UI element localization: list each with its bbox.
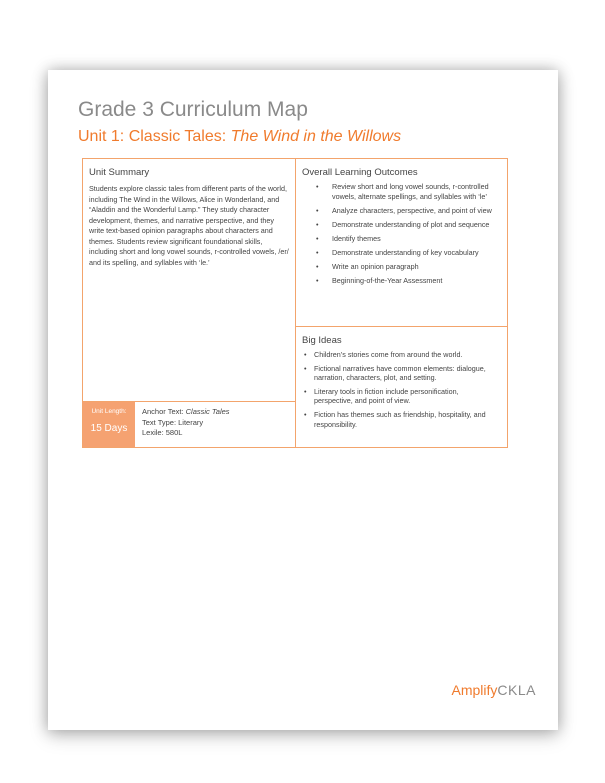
anchor-text-info: [142, 407, 230, 439]
unit-length-badge: [83, 402, 135, 447]
list-item: • Literary tools in fiction include personification, perspective, and point of view.: [296, 387, 499, 406]
page-title: Grade 3 Curriculum Map: [78, 98, 308, 121]
learning-outcomes-box: [296, 159, 507, 327]
text-type-line: Text Type: Literary: [142, 417, 204, 427]
document-page: [48, 70, 558, 730]
unit-subtitle: [78, 128, 401, 146]
list-item: • Analyze characters, perspective, and point of view: [296, 206, 499, 216]
big-ideas-list: [296, 350, 507, 429]
anchor-text-title: Classic Tales: [185, 407, 230, 416]
unit-summary-text: Students explore classic tales from different parts of the world, including The Wind in the Willows, Alice in Wonderland, and “Aladdin and the Wonderful Lamp.” They study character development, themes, and narrative perspective, and they write text-based opinion paragraphs about characters and themes. Students review significant foundational skills, including short and long vowel sounds, r-controlled vowels, /er/ and its spelling, and syllables with ‘le.’: [89, 184, 289, 267]
amplify-ckla-logo: [452, 682, 536, 698]
anchor-text-prefix: Anchor Text:: [142, 407, 186, 416]
anchor-text-line: [142, 407, 230, 418]
unit-subtitle-prefix: Unit 1: Classic Tales:: [78, 128, 231, 145]
amplify-wordmark: Amplify: [451, 682, 498, 698]
unit-summary-box: [83, 159, 296, 447]
list-item: • Review short and long vowel sounds, r-controlled vowels, alternate spellings, and syllables with ‘le’: [296, 182, 499, 201]
unit-length-days: 15 Days: [90, 423, 128, 434]
learning-outcomes-heading: Overall Learning Outcomes: [302, 167, 418, 178]
unit-summary-heading: Unit Summary: [89, 167, 150, 178]
curriculum-grid: [82, 158, 508, 448]
list-item: • Fictional narratives have common elements: dialogue, narration, characters, plot, and setting.: [296, 364, 499, 383]
lexile-line: Lexile: 580L: [142, 428, 183, 437]
ckla-wordmark: CKLA: [497, 682, 536, 698]
unit-length-label: Unit Length:: [91, 408, 127, 415]
list-item: • Beginning-of-the-Year Assessment: [296, 276, 499, 286]
list-item: • Demonstrate understanding of key vocabulary: [296, 248, 499, 258]
list-item: • Write an opinion paragraph: [296, 262, 499, 272]
unit-subtitle-italic: The Wind in the Willows: [230, 128, 402, 145]
list-item: • Children’s stories come from around the world.: [296, 350, 499, 360]
big-ideas-heading: Big Ideas: [302, 335, 342, 346]
list-item: • Identify themes: [296, 234, 499, 244]
list-item: • Fiction has themes such as friendship, hospitality, and responsibility.: [296, 410, 499, 429]
list-item: • Demonstrate understanding of plot and sequence: [296, 220, 499, 230]
big-ideas-box: [296, 327, 507, 429]
unit-info-bar: [83, 401, 295, 447]
right-column: [296, 159, 507, 447]
learning-outcomes-list: [296, 182, 507, 286]
